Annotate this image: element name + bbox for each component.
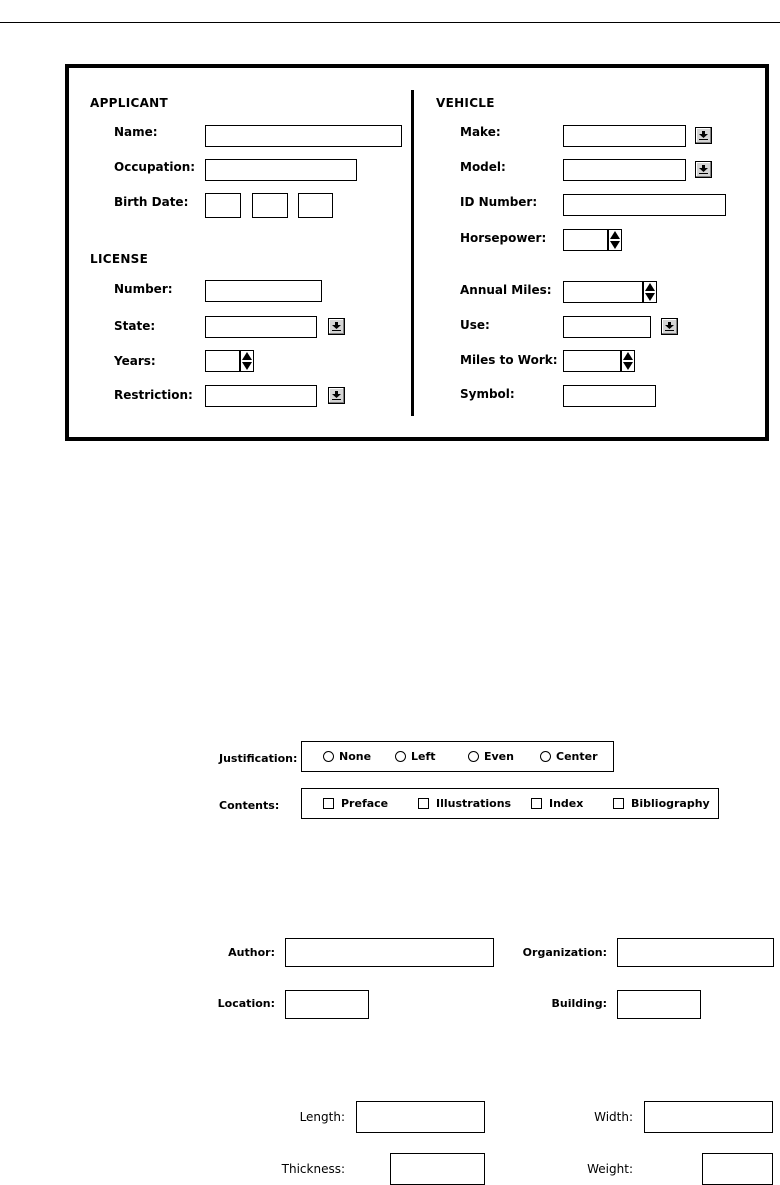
horsepower-label: Horsepower: [460,231,547,245]
radio-button[interactable] [468,751,479,762]
weight-label: Weight: [587,1162,633,1176]
horsepower-spinner[interactable] [608,229,622,251]
id-number-input[interactable] [563,194,726,216]
insurance-form-panel [65,64,769,441]
occupation-label: Occupation: [114,160,196,174]
years-label: Years: [114,354,156,368]
checkbox[interactable] [613,798,624,809]
state-label: State: [114,319,156,333]
dropdown-arrow-icon [665,322,674,331]
spinner-arrows-icon [622,351,634,371]
symbol-input[interactable] [563,385,656,407]
contents-option-illustrations[interactable] [418,797,511,810]
option-label: Bibliography [631,797,710,810]
annual-miles-label: Annual Miles: [460,283,552,297]
option-label: Preface [341,797,389,810]
author-input[interactable] [285,938,494,967]
length-input[interactable] [356,1101,485,1133]
location-input[interactable] [285,990,369,1019]
miles-to-work-input[interactable] [563,350,621,372]
use-dropdown-button[interactable] [661,318,678,335]
spinner-arrows-icon [644,282,656,302]
option-label: None [339,750,372,763]
length-label: Length: [299,1110,345,1124]
license-heading: LICENSE [90,252,149,266]
occupation-input[interactable] [205,159,357,181]
contents-option-preface[interactable] [323,797,388,810]
state-dropdown-button[interactable] [328,318,345,335]
name-input[interactable] [205,125,402,147]
organization-input[interactable] [617,938,774,967]
dropdown-arrow-icon [699,165,708,174]
make-dropdown-button[interactable] [695,127,712,144]
justification-option-even[interactable] [468,750,514,763]
justification-option-center[interactable] [540,750,598,763]
symbol-label: Symbol: [460,387,515,401]
option-label: Illustrations [436,797,512,810]
building-input[interactable] [617,990,701,1019]
justification-option-none[interactable] [323,750,371,763]
weight-input[interactable] [702,1153,773,1185]
location-label: Location: [217,997,275,1010]
state-select[interactable] [205,316,317,338]
contents-option-index[interactable] [531,797,583,810]
use-label: Use: [460,318,490,332]
radio-button[interactable] [540,751,551,762]
radio-button[interactable] [323,751,334,762]
birth-month-input[interactable] [205,193,241,218]
use-select[interactable] [563,316,651,338]
dropdown-arrow-icon [332,322,341,331]
contents-option-bibliography[interactable] [613,797,710,810]
birth-day-input[interactable] [252,193,288,218]
license-number-input[interactable] [205,280,322,302]
model-dropdown-button[interactable] [695,161,712,178]
option-label: Left [411,750,436,763]
dropdown-arrow-icon [332,391,341,400]
contents-label: Contents: [219,799,280,812]
make-select[interactable] [563,125,686,147]
justification-label: Justification: [219,752,298,765]
top-rule [0,22,780,23]
justification-option-left[interactable] [395,750,436,763]
annual-miles-input[interactable] [563,281,643,303]
option-label: Center [556,750,598,763]
miles-to-work-label: Miles to Work: [460,353,558,367]
justification-group [301,741,614,772]
checkbox[interactable] [323,798,334,809]
model-select[interactable] [563,159,686,181]
contents-group [301,788,719,819]
id-number-label: ID Number: [460,195,538,209]
thickness-input[interactable] [390,1153,485,1185]
column-divider [411,90,414,416]
radio-button[interactable] [395,751,406,762]
thickness-label: Thickness: [281,1162,345,1176]
restriction-dropdown-button[interactable] [328,387,345,404]
make-label: Make: [460,125,501,139]
restriction-select[interactable] [205,385,317,407]
horsepower-input[interactable] [563,229,608,251]
checkbox[interactable] [418,798,429,809]
spinner-arrows-icon [609,230,621,250]
applicant-heading: APPLICANT [90,96,169,110]
years-spinner[interactable] [240,350,254,372]
option-label: Even [484,750,514,763]
name-label: Name: [114,125,158,139]
birth-date-label: Birth Date: [114,195,189,209]
years-input[interactable] [205,350,240,372]
checkbox[interactable] [531,798,542,809]
width-label: Width: [594,1110,633,1124]
vehicle-heading: VEHICLE [436,96,495,110]
annual-miles-spinner[interactable] [643,281,657,303]
option-label: Index [549,797,584,810]
width-input[interactable] [644,1101,773,1133]
miles-to-work-spinner[interactable] [621,350,635,372]
spinner-arrows-icon [241,351,253,371]
organization-label: Organization: [522,946,607,959]
dropdown-arrow-icon [699,131,708,140]
license-number-label: Number: [114,282,173,296]
building-label: Building: [551,997,607,1010]
restriction-label: Restriction: [114,388,193,402]
model-label: Model: [460,160,506,174]
birth-year-input[interactable] [298,193,333,218]
author-label: Author: [228,946,275,959]
